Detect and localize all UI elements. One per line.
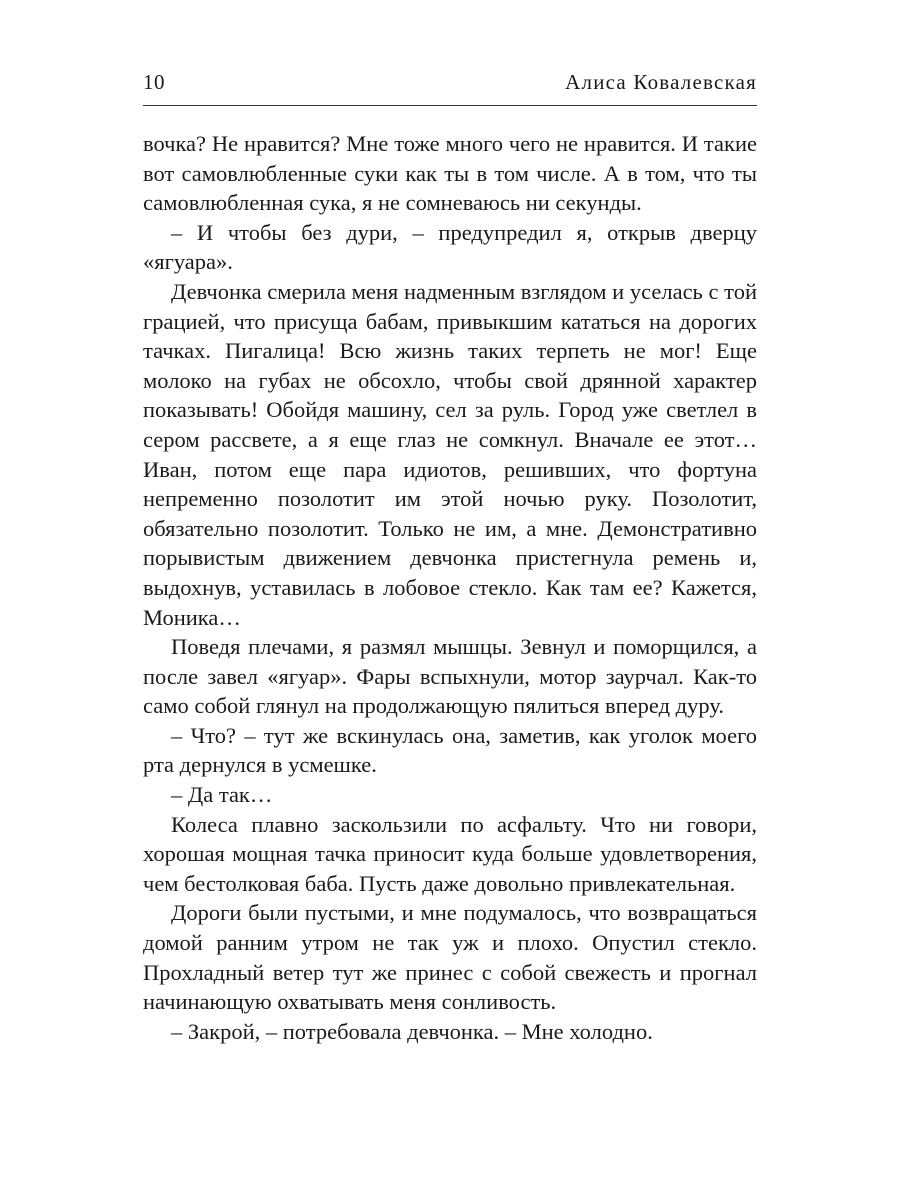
paragraph: – Что? – тут же вскинулась она, заметив, как уголок моего рта дернулся в усмешке. [143,722,757,778]
paragraph: вочка? Не нравится? Мне тоже много чего не нравится. И такие вот самовлюбленные суки как ты в том числе. А в том, что ты самовлюбленная сука, я не сомневаюсь ни секунды. [143,131,757,216]
paragraph: Колеса плавно заскользили по асфальту. Что ни говори, хорошая мощная тачка приносит куда больше удовлетворения, чем бестолковая баба. Пусть даже довольно привлекательная. [143,811,757,896]
paragraph: Поведя плечами, я размял мышцы. Зевнул и поморщился, а после завел «ягуар». Фары вспыхнули, мотор заурчал. Как-то само собой глянул на продолжающую пялиться вперед дуру. [143,634,757,719]
paragraph: Девчонка смерила меня надменным взглядом и уселась с той грацией, что присуща бабам, привыкшим кататься на дорогих тачках. Пигалица! Всю жизнь таких терпеть не мог! Еще молоко на губах не обсохло, чтобы свой дрянной характер показывать! Обойдя машину, сел за руль. Город уже светлел в сером рассвете, а я еще глаз не сомкнул. Вначале ее этот… Иван, потом еще пара идиотов, решивших, что фортуна непременно позолотит им этой ночью руку. Позолотит, обязательно позолотит. Только не им, а мне. Демонстративно порывистым движением девчонка пристегнула ремень и, выдохнув, уставилась в лобовое стекло. Как там ее? Кажется, Моника… [143,278,757,630]
paragraph: – Закрой, – потребовала девчонка. – Мне холодно. [171,1018,653,1044]
paragraph: Дороги были пустыми, и мне подумалось, что возвращаться домой ранним утром не так уж и плохо. Опустил стекло. Прохладный ветер тут же принес с собой свежесть и прогнал начинающую охватывать меня сонливость. [143,900,757,1015]
header-rule [143,105,757,106]
running-title: Алиса Ковалевская [565,70,757,94]
paragraph: – И чтобы без дури, – предупредил я, открыв дверцу «ягуара». [143,219,757,275]
page-header [143,66,757,102]
page-number: 10 [143,70,165,94]
paragraph: – Да так… [171,782,273,808]
body-text [143,129,757,1046]
